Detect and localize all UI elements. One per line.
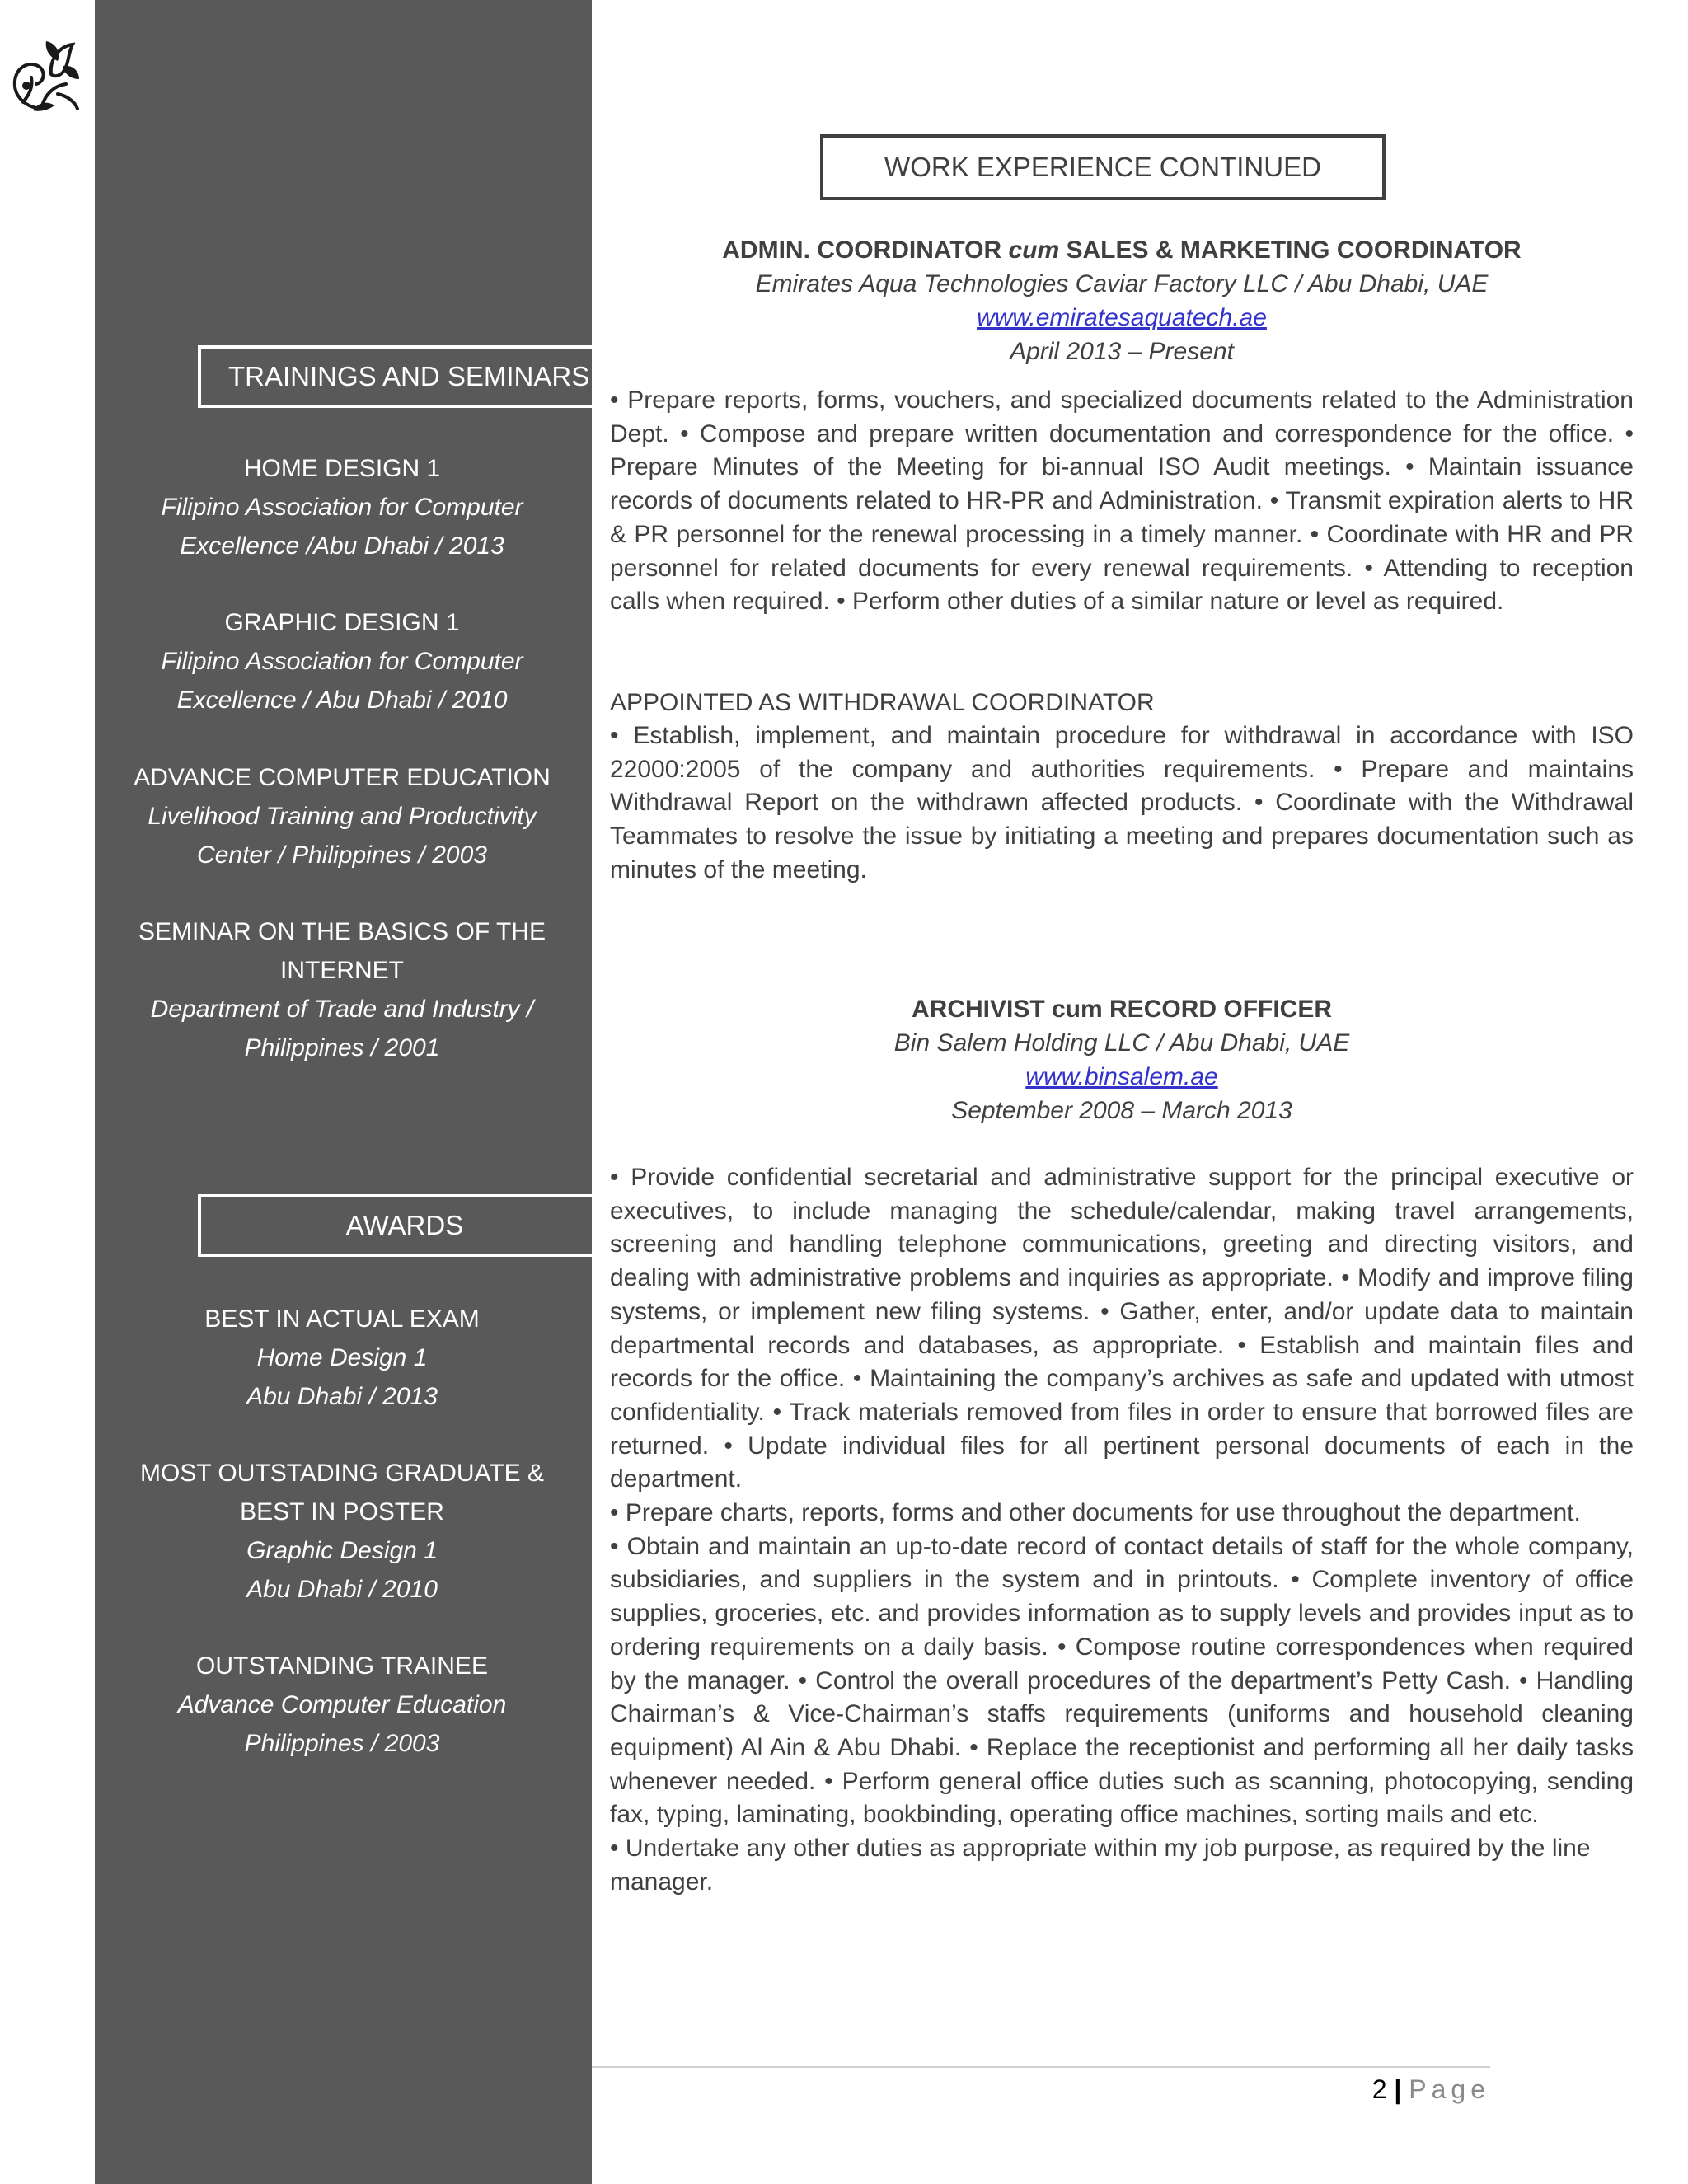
training-detail: Filipino Association for Computer: [161, 648, 523, 675]
training-detail: Department of Trade and Industry /: [150, 996, 534, 1023]
award-title: OUTSTANDING TRAINEE: [196, 1652, 488, 1680]
training-detail: Excellence /Abu Dhabi / 2013: [180, 532, 504, 560]
award-entry: [107, 1647, 577, 1763]
training-detail: Center / Philippines / 2003: [197, 841, 487, 869]
award-detail: Graphic Design 1: [246, 1537, 438, 1564]
training-entry: [107, 758, 577, 874]
page-label: Page: [1409, 2074, 1490, 2104]
job-description: • Obtain and maintain an up-to-date record of contact details of staff for the whole company, subsidiaries, and suppliers in the system and in printouts. • Complete inventory of office supplies, groceries, etc. and provides information as to supply levels and provides input as to ordering requirements on a daily basis. • Compose routine correspondences when required by the manager. • Control the overall procedures of the department’s Petty Cash. • Handling Chairman’s & Vice-Chairman’s staffs requirements (uniforms and household cleaning equipment) Al Ain & Abu Dhabi. • Replace the receptionist and performing all her daily tasks whenever needed. • Perform general office duties such as scanning, photocopying, sending fax, typing, laminating, bookbinding, operating office machines, sorting mails and etc.: [610, 1532, 1634, 1829]
awards-heading: AWARDS: [198, 1194, 592, 1257]
job-description: • Prepare reports, forms, vouchers, and specialized documents related to the Administration Dept. • Compose and prepare written documentation and correspondence for the office. • Prepare Minutes of the Meeting for bi-annual ISO Audit meetings. • Maintain issuance records of documents related to HR-PR and Administration. • Transmit expiration alerts to HR & PR personnel for the renewal processing in a timely manner. • Coordinate with HR and PR personnel for related documents for every renewal requirements. • Attending to reception calls when required. • Perform other duties of a similar nature or level as required.: [610, 387, 1634, 616]
training-detail: Livelihood Training and Productivity: [148, 803, 537, 830]
training-entry: [107, 603, 577, 719]
job-header: [610, 992, 1634, 1127]
training-entry: [107, 449, 577, 565]
job-title-part: SALES & MARKETING COORDINATOR: [1059, 237, 1522, 264]
training-entry: [107, 912, 577, 1067]
job-description: • Provide confidential secretarial and administrative support for the principal executive or executives, to include managing the schedule/calendar, making travel arrangements, screening and handling telephone communications, greeting and directing visitors, and dealing with administrative problems and inquiries as appropriate. • Modify and improve filing systems, or implement new filing systems. • Gather, enter, and/or update data to maintain departmental records and databases, as appropriate. • Establish and maintain files and records for the office. • Maintaining the company’s archives as safe and updated with utmost confidentiality. • Track materials removed from files in order to ensure that borrowed files are returned. • Update individual files for all pertinent personal documents of each in the department.: [610, 1164, 1634, 1493]
footer-rule: [592, 2066, 1490, 2068]
award-title: MOST OUTSTADING GRADUATE &: [139, 1460, 545, 1487]
award-detail: Abu Dhabi / 2010: [246, 1576, 438, 1603]
job-header: [610, 233, 1634, 368]
job-title-part: ADMIN. COORDINATOR: [722, 237, 1009, 264]
training-title: HOME DESIGN 1: [243, 455, 441, 482]
sidebar-panel: [95, 0, 592, 2184]
job-title-cum: cum: [1008, 237, 1060, 264]
award-entry: [107, 1454, 577, 1609]
award-detail: Advance Computer Education: [177, 1691, 507, 1718]
award-detail: Philippines / 2003: [244, 1730, 440, 1757]
award-detail: Abu Dhabi / 2013: [246, 1383, 438, 1410]
training-title: GRAPHIC DESIGN 1: [224, 609, 460, 636]
job-company: Bin Salem Holding LLC / Abu Dhabi, UAE: [893, 1029, 1350, 1057]
job-company: Emirates Aqua Technologies Caviar Factory LLC / Abu Dhabi, UAE: [755, 270, 1489, 298]
trainings-heading: TRAININGS AND SEMINARS: [198, 345, 592, 408]
award-title: BEST IN POSTER: [240, 1498, 444, 1526]
company-website-link[interactable]: www.binsalem.ae: [1025, 1063, 1218, 1090]
training-detail: Excellence / Abu Dhabi / 2010: [176, 687, 508, 714]
award-detail: Home Design 1: [256, 1344, 428, 1371]
training-detail: Philippines / 2001: [244, 1034, 440, 1062]
page-number: 2: [1372, 2074, 1387, 2104]
training-title: SEMINAR ON THE BASICS OF THE: [138, 918, 546, 945]
work-experience-heading: WORK EXPERIENCE CONTINUED: [820, 134, 1386, 200]
job-description: • Undertake any other duties as appropriate within my job purpose, as required by the line manager.: [610, 1835, 1591, 1896]
job-dates: September 2008 – March 2013: [951, 1097, 1292, 1124]
job-description-block: [610, 1161, 1634, 1899]
training-title: ADVANCE COMPUTER EDUCATION: [134, 764, 551, 791]
footer-separator: |: [1394, 2074, 1402, 2104]
page-footer: [1372, 2073, 1490, 2106]
company-website-link[interactable]: www.emiratesaquatech.ae: [977, 304, 1267, 331]
award-entry: [107, 1300, 577, 1416]
job-sub-description: • Establish, implement, and maintain procedure for withdrawal in accordance with ISO 22000:2005 of the company and authorities requirements. • Prepare and maintains Withdrawal Report on the withdrawn affected products. • Coordinate with the Withdrawal Teammates to resolve the issue by initiating a meeting and prepares documentation such as minutes of the meeting.: [610, 722, 1634, 883]
training-detail: Filipino Association for Computer: [161, 494, 523, 521]
job-title: [610, 233, 1634, 267]
award-title: BEST IN ACTUAL EXAM: [204, 1305, 480, 1333]
floral-logo-icon: [8, 36, 82, 115]
job-description: • Prepare charts, reports, forms and other documents for use throughout the department.: [610, 1499, 1581, 1527]
training-title: INTERNET: [280, 957, 404, 984]
job-title: ARCHIVIST cum RECORD OFFICER: [911, 996, 1333, 1023]
job-dates: April 2013 – Present: [1010, 338, 1234, 365]
job-sub-heading: APPOINTED AS WITHDRAWAL COORDINATOR: [610, 689, 1155, 716]
